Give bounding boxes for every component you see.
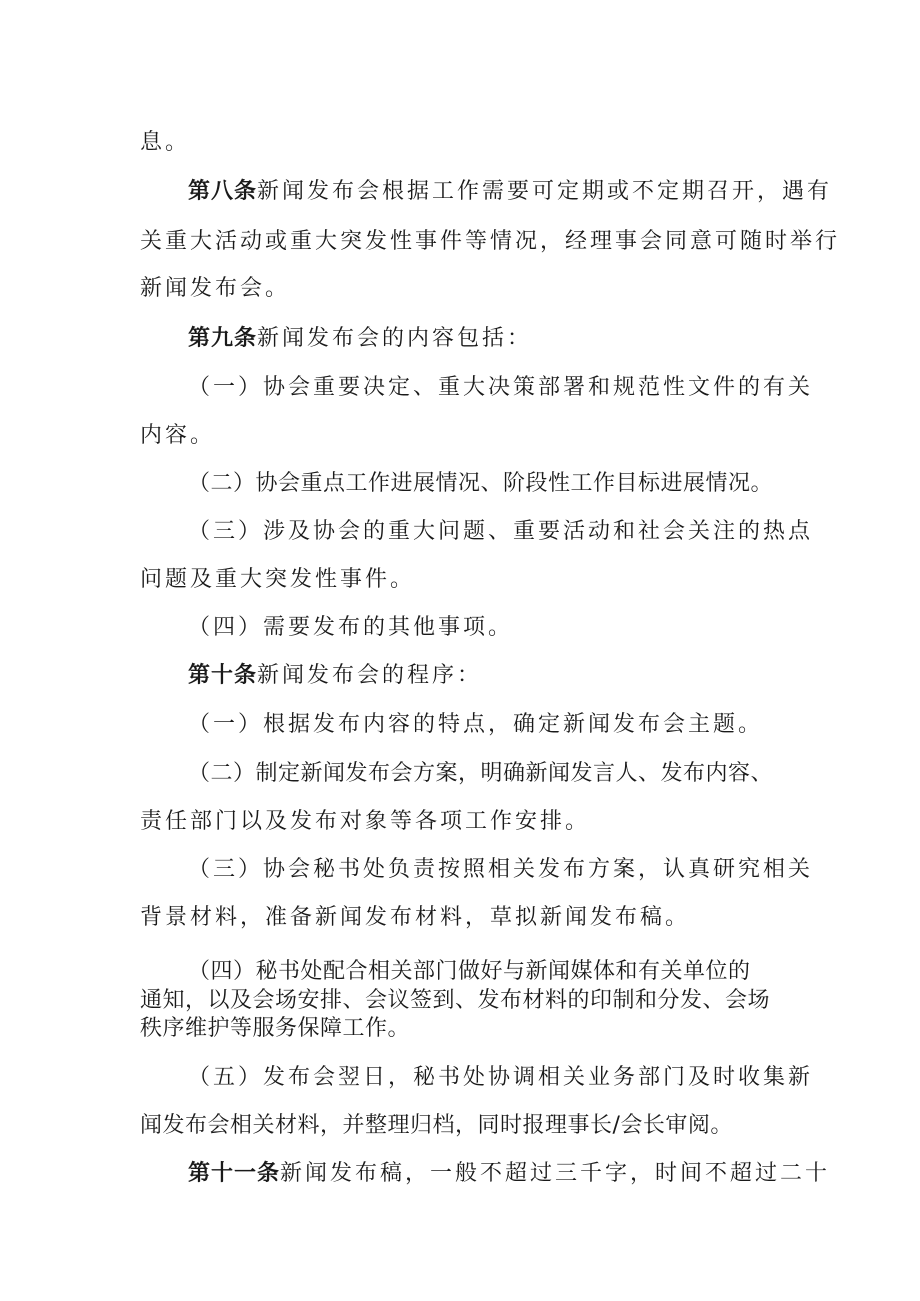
text-line: （一）根据发布内容的特点，确定新闻发布会主题。 (188, 712, 764, 737)
text-line: 新闻发布会。 (140, 276, 291, 301)
text-line: 关重大活动或重大突发性事件等情况，经理事会同意可随时举行 (140, 229, 841, 254)
text-line: 背景材料，准备新闻发布材料，草拟新闻发布稿。 (140, 905, 691, 930)
article-8-heading: 第八条 (188, 179, 258, 204)
text-line: （三）协会秘书处负责按照相关发布方案，认真研究相关 (188, 857, 814, 882)
article-11-heading: 第十一条 (188, 1161, 281, 1186)
article-9-heading: 第九条 (188, 326, 258, 351)
text-line: 通知，以及会场安排、会议签到、发布材料的印制和分发、会场 (140, 988, 771, 1013)
article-9-paragraph: 第九条新闻发布会的内容包括： (188, 326, 533, 351)
article-8-paragraph: 第八条新闻发布会根据工作需要可定期或不定期召开，遇有 (188, 179, 833, 204)
text-line: 内容。 (140, 423, 216, 448)
text-line: （五）发布会翌日，秘书处协调相关业务部门及时收集新 (188, 1065, 814, 1090)
text-line: （二）协会重点工作进展情况、阶段性工作目标进展情况。 (188, 471, 774, 496)
text-line: 息。 (140, 130, 191, 155)
text-line: （二）制定新闻发布会方案，明确新闻发言人、发布内容、 (188, 761, 774, 786)
article-10-heading: 第十条 (188, 663, 258, 688)
article-11-paragraph: 第十一条新闻发布稿，一般不超过三千字，时间不超过二十 (188, 1161, 831, 1186)
text-line: 问题及重大突发性事件。 (140, 567, 416, 592)
text-line: 责任部门以及发布对象等各项工作安排。 (140, 809, 591, 834)
text-line: （四）秘书处配合相关部门做好与新闻媒体和有关单位的 (188, 959, 751, 984)
text-line: （一）协会重要决定、重大决策部署和规范性文件的有关 (188, 375, 814, 400)
text-line: 秩序维护等服务保障工作。 (140, 1016, 411, 1041)
text-line: （三）涉及协会的重大问题、重要活动和社会关注的热点 (188, 519, 814, 544)
text-line: （四）需要发布的其他事项。 (188, 615, 514, 640)
article-10-paragraph: 第十条新闻发布会的程序： (188, 663, 483, 688)
text-line: 闻发布会相关材料，并整理归档，同时报理事长/会长审阅。 (140, 1113, 733, 1138)
